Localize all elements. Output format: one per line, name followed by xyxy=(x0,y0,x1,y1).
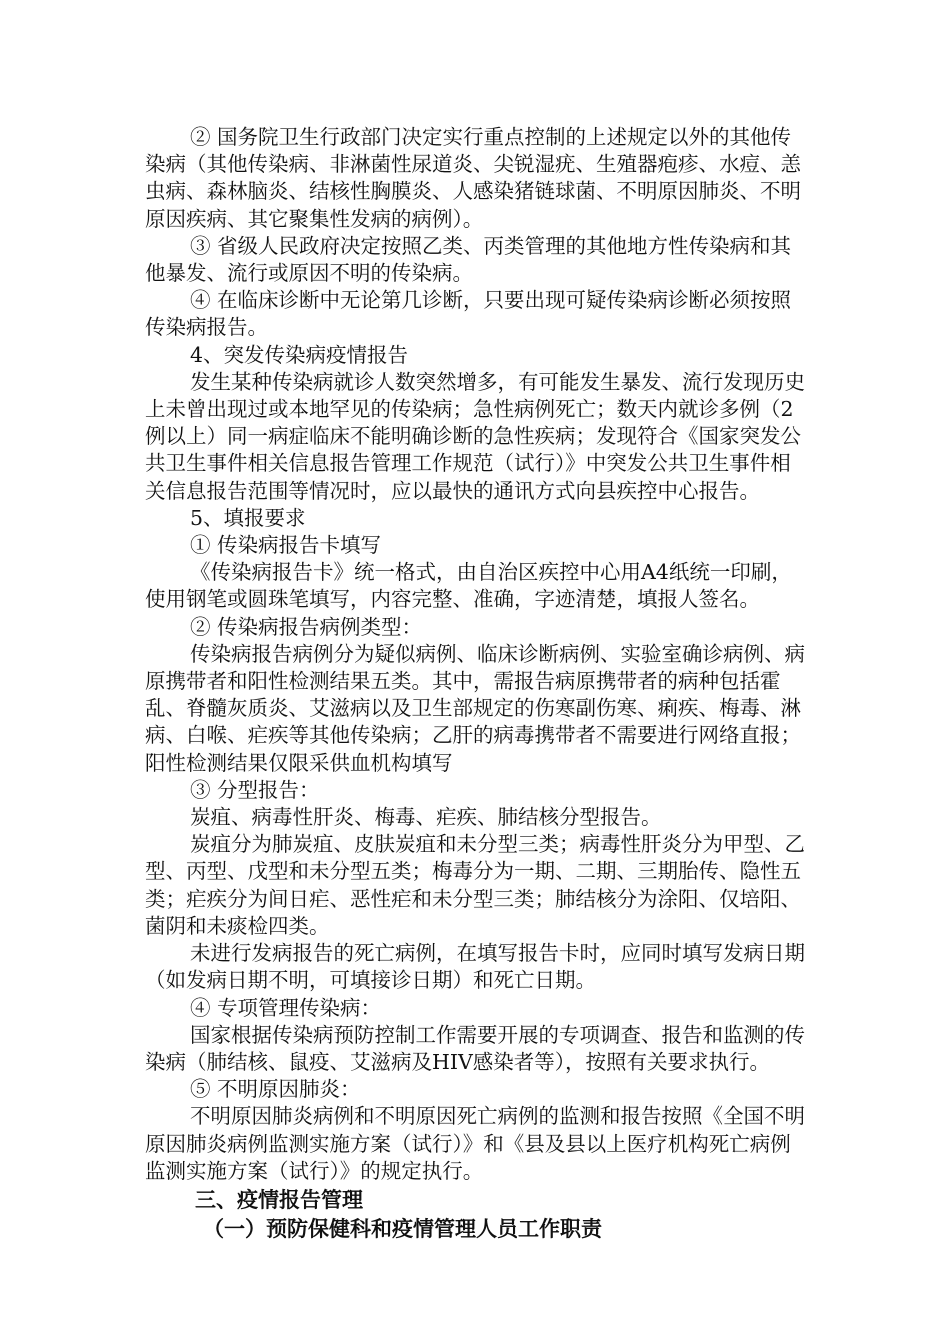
subheading: ② 传染病报告病例类型： xyxy=(190,614,423,639)
subheading: ④ 专项管理传染病： xyxy=(190,995,382,1020)
chapter-heading: 三、疫情报告管理 xyxy=(195,1187,363,1212)
section-heading: 4、突发传染病疫情报告 xyxy=(190,342,409,367)
paragraph: ③ 省级人民政府决定按照乙类、丙类管理的其他地方性传染病和其他暴发、流行或原因不明的传染病。 xyxy=(145,233,792,286)
paragraph: 不明原因肺炎病例和不明原因死亡病例的监测和报告按照《全国不明原因肺炎病例监测实施方案（试行）》和《县及县以上医疗机构死亡病例监测实施方案（试行）》的规定执行。 xyxy=(145,1104,805,1183)
paragraph: 未进行发病报告的死亡病例，在填写报告卡时，应同时填写发病日期（如发病日期不明，可填接诊日期）和死亡日期。 xyxy=(145,941,805,993)
subheading: ③ 分型报告： xyxy=(190,777,320,802)
section-heading: 5、填报要求 xyxy=(190,505,306,530)
paragraph: 发生某种传染病就诊人数突然增多，有可能发生暴发、流行发现历史上未曾出现过或本地罕见的传染病；急性病例死亡；数天内就诊多例（2例以上）同一病症临床不能明确诊断的急性疾病；发现符合《国家突发公共卫生事件相关信息报告管理工作规范（试行）》中突发公共卫生事件相关信息报告范围等情况时，应以最快的通讯方式向县疾控中心报告。 xyxy=(145,369,805,503)
paragraph: 国家根据传染病预防控制工作需要开展的专项调查、报告和监测的传染病（肺结核、鼠疫、艾滋病及HIV感染者等），按照有关要求执行。 xyxy=(145,1022,805,1074)
subheading: ⑤ 不明原因肺炎： xyxy=(190,1077,361,1102)
paragraph: 炭疽、病毒性肝炎、梅毒、疟疾、肺结核分型报告。 xyxy=(190,805,662,830)
paragraph: ④ 在临床诊断中无论第几诊断，只要出现可疑传染病诊断必须按照传染病报告。 xyxy=(145,288,792,340)
paragraph: 炭疽分为肺炭疽、皮肤炭疽和未分型三类；病毒性肝炎分为甲型、乙型、丙型、戊型和未分型五类；梅毒分为一期、二期、三期胎传、隐性五类；疟疾分为间日疟、恶性疟和未分型三类；肺结核分为涂阳、仅培阳、菌阴和未痰检四类。 xyxy=(145,832,805,938)
paragraph: 传染病报告病例分为疑似病例、临床诊断病例、实验室确诊病例、病原携带者和阳性检测结果五类。其中，需报告病原携带者的病种包括霍乱、脊髓灰质炎、艾滋病以及卫生部规定的伤寒副伤寒、痢疾、梅毒、淋病、白喉、疟疾等其他传染病；乙肝的病毒携带者不需要进行网络直报；阳性检测结果仅限采供血机构填写 xyxy=(145,641,805,775)
subheading: ① 传染病报告卡填写 xyxy=(190,533,382,558)
paragraph: 《传染病报告卡》统一格式，由自治区疾控中心用A4纸统一印刷，使用钢笔或圆珠笔填写，内容完整、准确，字迹清楚，填报人签名。 xyxy=(145,560,792,612)
paragraph: ② 国务院卫生行政部门决定实行重点控制的上述规定以外的其他传染病（其他传染病、非淋菌性尿道炎、尖锐湿疣、生殖器疱疹、水痘、恙虫病、森林脑炎、结核性胸膜炎、人感染猪链球菌、不明原因肺炎、不明原因疾病、其它聚集性发病的病例）。 xyxy=(145,125,801,231)
section-title-bold: （一）预防保健科和疫情管理人员工作职责 xyxy=(203,1216,602,1241)
document-body xyxy=(145,124,810,1244)
